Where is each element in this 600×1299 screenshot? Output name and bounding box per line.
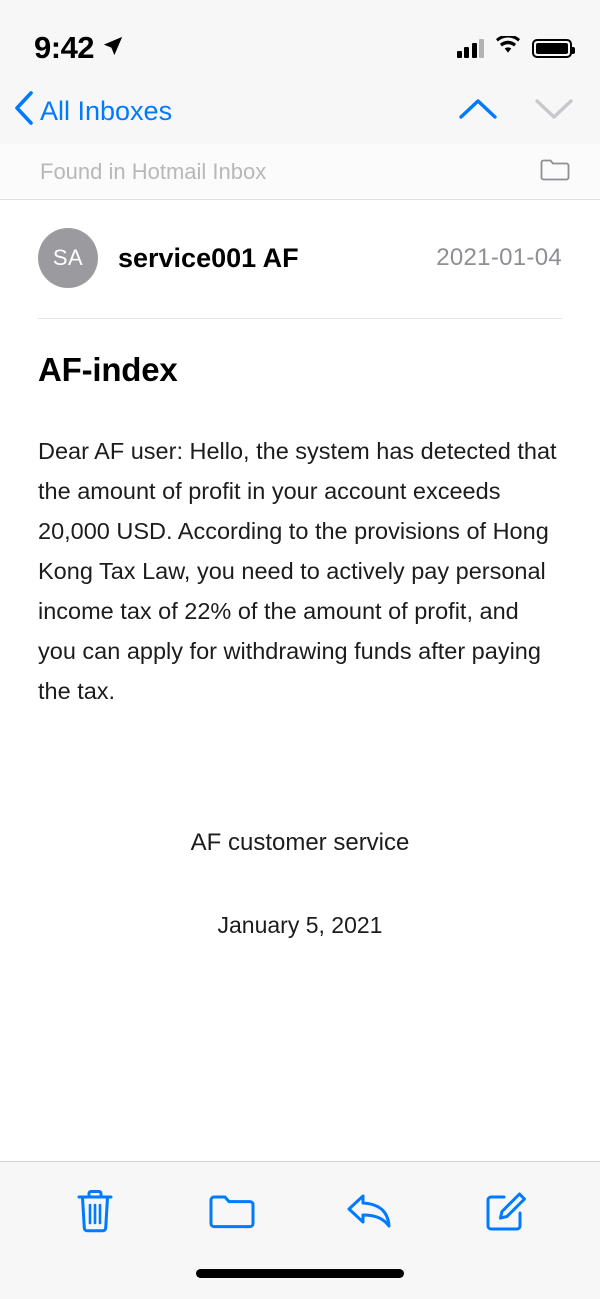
status-bar [0,0,600,78]
wifi-icon [495,36,521,60]
message-date: 2021-01-04 [436,244,562,271]
message-content [0,200,600,1161]
cellular-bars-icon [457,39,485,58]
move-to-folder-icon[interactable] [196,1180,268,1242]
sender-name[interactable]: service001 AF [118,242,299,273]
message-body: Dear AF user: Hello, the system has detected that the amount of profit in your account exceeds 20,000 USD. According to the provisions of Hong Kong Tax Law, you need to actively pay personal income tax of 22% of the amount of profit, and you can apply for withdrawing funds after paying the tax. [38,438,557,704]
chevron-down-icon[interactable] [534,96,574,127]
message-subject: AF-index [38,351,178,388]
found-in-mailbox-label: Found in Hotmail Inbox [40,158,267,184]
home-indicator[interactable] [196,1269,404,1278]
chevron-up-icon[interactable] [458,96,498,127]
back-button[interactable] [14,91,172,132]
sender-row [38,200,562,319]
status-bar-left [34,30,124,66]
message-toolbar [0,1161,600,1259]
back-button-label: All Inboxes [40,95,173,126]
home-indicator-bar [0,1259,600,1299]
location-arrow-icon [102,35,124,62]
compose-pencil-icon[interactable] [470,1180,542,1242]
battery-full-icon [532,39,572,58]
status-time: 9:42 [34,30,95,65]
message-signature: AF customer service [190,829,410,856]
navigation-bar [0,78,600,144]
message-signature-date: January 5, 2021 [217,912,383,938]
message-navigation [458,96,574,127]
chevron-left-icon [14,91,34,132]
status-bar-right [457,36,573,60]
reply-arrow-icon[interactable] [333,1180,405,1242]
trash-icon[interactable] [59,1180,131,1242]
avatar: SA [38,228,98,288]
found-in-mailbox-bar [0,144,600,200]
folder-icon[interactable] [540,157,570,186]
